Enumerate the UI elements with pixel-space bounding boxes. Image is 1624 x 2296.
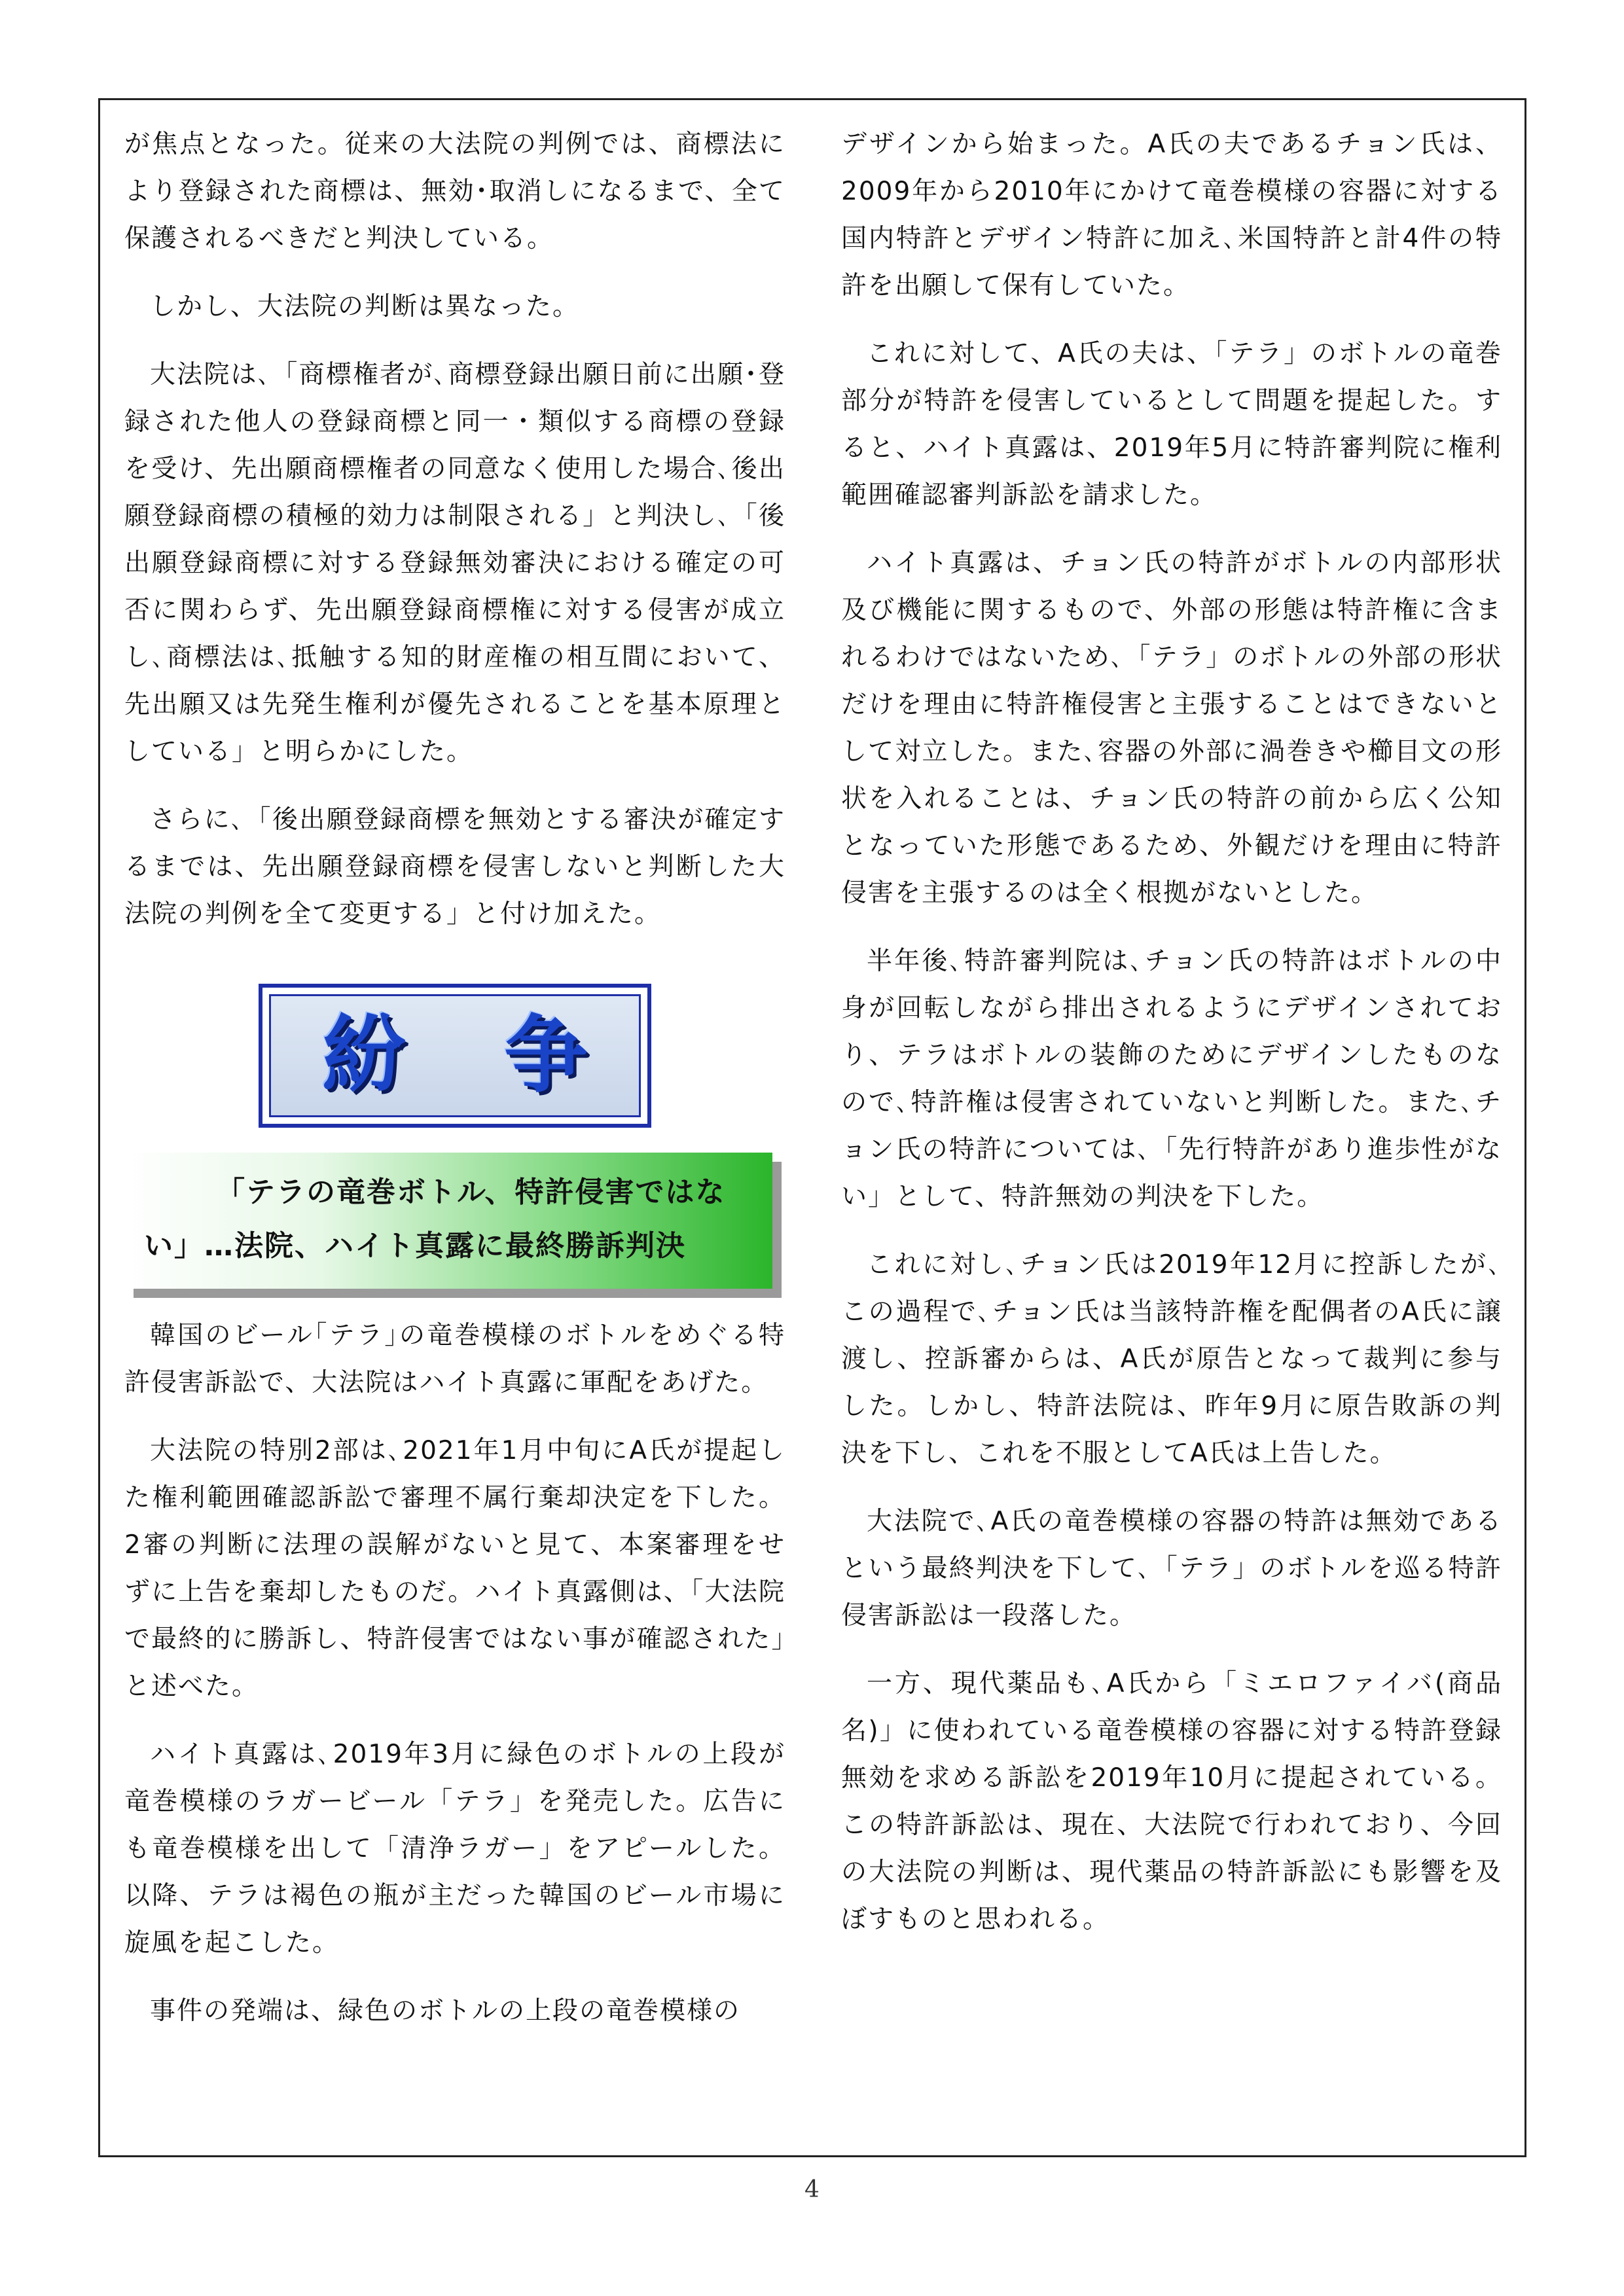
paragraph: しかし、大法院の判断は異なった。 [150, 292, 580, 321]
paragraph: 事件の発端は、緑色のボトルの上段の竜巻模様の [150, 1996, 741, 2026]
paragraph: ハイト真露は、チョン氏の特許がボトルの内部形状及び機能に関するもので、外部の形態は特許権に含まれるわけではないため､「テラ」のボトルの外部の形状だけを理由に特許権侵害と主張することはできないとして対立した。また､容器の外部に渦巻きや櫛目文の形状を入れることは、チョン氏の特許の前から広く公知となっていた形態であるため、外観だけを理由に特許侵害を主張するのは全く根拠がないとした。 [841, 548, 1502, 908]
paragraph: 大法院で､A氏の竜巻模様の容器の特許は無効であるという最終判決を下して､「テラ」のボトルを巡る特許侵害訴訟は一段落した。 [841, 1507, 1502, 1630]
section-title-char: 争 [504, 1007, 588, 1104]
section-title [269, 994, 641, 1117]
left-column [124, 121, 785, 2056]
section-title-char: 紛 [321, 1007, 406, 1104]
paragraph: 半年後､特許審判院は､チョン氏の特許はボトルの中身が回転しながら排出されるようにデザインされており、テラはボトルの装飾のためにデザインしたものなので､特許権は侵害されていないと判断した。また､チョン氏の特許については､「先行特許があり進歩性がない」として、特許無効の判決を下した。 [841, 946, 1502, 1211]
page-number: 4 [804, 2176, 820, 2203]
section-title-box [259, 984, 651, 1128]
right-column [841, 121, 1502, 1964]
paragraph: デザインから始まった。A氏の夫であるチョン氏は、2009年から2010年にかけて竜巻模様の容器に対する国内特許とデザイン特許に加え､米国特許と計4件の特許を出願して保有していた。 [841, 130, 1502, 300]
paragraph: ハイト真露は､2019年3月に緑色のボトルの上段が竜巻模様のラガービール「テラ」を発売した。広告にも竜巻模様を出して「清浄ラガー」をアピールした。以降、テラは褐色の瓶が主だった韓国のビール市場に旋風を起こした。 [124, 1740, 785, 1958]
paragraph: さらに､「後出願登録商標を無効とする審決が確定するまでは、先出願登録商標を侵害しないと判断した大法院の判例を全て変更する」と付け加えた。 [124, 805, 785, 929]
article-headline: 「テラの竜巻ボトル、特許侵害ではない」…法院、ハイト真露に最終勝訴判決 [144, 1175, 726, 1263]
paragraph: 大法院の特別2部は､2021年1月中旬にA氏が提起した権利範囲確認訴訟で審理不属行棄却決定を下した。2審の判断に法理の誤解がないと見て、本案審理をせずに上告を棄却したものだ。ハイト真露側は、「大法院で最終的に勝訴し、特許侵害ではない事が確認された」と述べた。 [124, 1436, 785, 1701]
paragraph: 韓国のビール｢テラ｣の竜巻模様のボトルをめぐる特許侵害訴訟で、大法院はハイト真露に軍配をあげた。 [124, 1321, 785, 1397]
article-headline-box [124, 1153, 772, 1289]
paragraph: これに対して、A氏の夫は、「テラ」のボトルの竜巻部分が特許を侵害しているとして問題を提起した。すると、ハイト真露は、2019年5月に特許審判院に権利範囲確認審判訴訟を請求した。 [841, 339, 1502, 510]
paragraph: 一方、現代薬品も､A氏から「ミエロファイバ(商品名)」に使われている竜巻模様の容器に対する特許登録無効を求める訴訟を2019年10月に提起されている。この特許訴訟は、現在、大法院で行われており、今回の大法院の判断は、現代薬品の特許訴訟にも影響を及ぼすものと思われる。 [841, 1669, 1502, 1934]
paragraph: 大法院は､「商標権者が､商標登録出願日前に出願･登録された他人の登録商標と同一・類似する商標の登録を受け、先出願商標権者の同意なく使用した場合､後出願登録商標の積極的効力は制限される」と判決し､「後出願登録商標に対する登録無効審決における確定の可否に関わらず、先出願登録商標権に対する侵害が成立し､商標法は､抵触する知的財産権の相互間において、先出願又は先発生権利が優先されることを基本原理としている」と明らかにした。 [124, 360, 785, 766]
paragraph: これに対し､チョン氏は2019年12月に控訴したが､この過程で､チョン氏は当該特許権を配偶者のA氏に譲渡し、控訴審からは、A氏が原告となって裁判に参与した。しかし、特許法院は、昨年9月に原告敗訴の判決を下し、これを不服としてA氏は上告した。 [841, 1250, 1502, 1468]
paragraph: が焦点となった。従来の大法院の判例では、商標法により登録された商標は、無効･取消しになるまで、全て保護されるべきだと判決している。 [124, 130, 785, 253]
